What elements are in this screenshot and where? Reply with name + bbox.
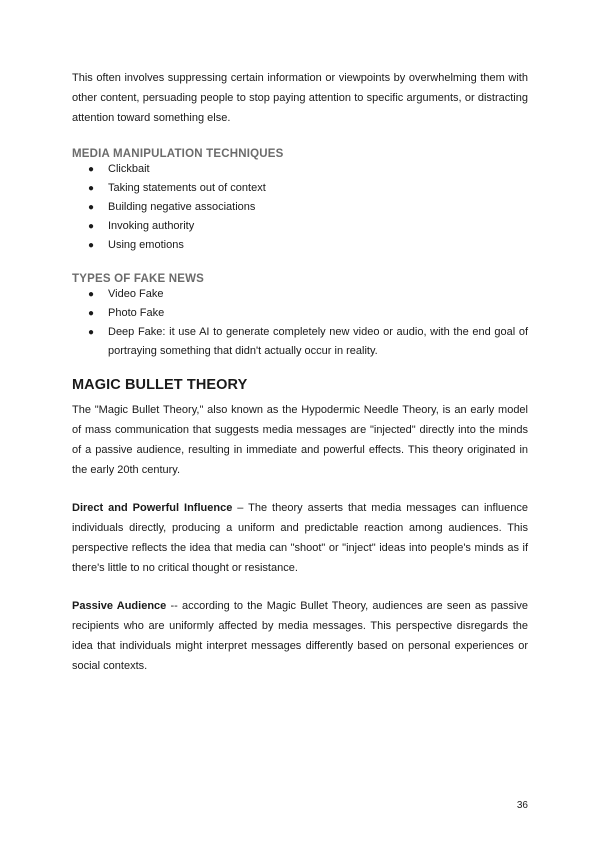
list-item: ● Video Fake bbox=[72, 285, 528, 304]
page-number: 36 bbox=[516, 800, 528, 811]
magic-bullet-heading: MAGIC BULLET THEORY bbox=[72, 377, 248, 393]
fake-news-heading: TYPES OF FAKE NEWS bbox=[72, 273, 205, 285]
techniques-heading: MEDIA MANIPULATION TECHNIQUES bbox=[72, 148, 284, 160]
document-page bbox=[72, 68, 528, 676]
list-item: ● Taking statements out of context bbox=[72, 179, 528, 198]
list-item: ● Invoking authority bbox=[72, 217, 528, 236]
magic-bullet-paragraph: The "Magic Bullet Theory," also known as the Hypodermic Needle Theory, is an early model of mass communication that suggests media messages are "injected" directly into the minds of a passive audience, resulting in immediate and powerful effects. This theory originated in the early 20th century. bbox=[72, 404, 528, 476]
list-item: ● Using emotions bbox=[72, 236, 528, 255]
intro-paragraph: This often involves suppressing certain information or viewpoints by overwhelming them with other content, persuading people to stop paying attention to specific arguments, or distracting attention toward something else. bbox=[72, 72, 528, 124]
passive-audience-paragraph bbox=[72, 596, 528, 676]
bullet-icon: ● bbox=[88, 183, 95, 194]
bullet-icon: ● bbox=[88, 164, 95, 175]
direct-influence-lead: Direct and Powerful Influence bbox=[72, 502, 233, 514]
list-item: ● Photo Fake bbox=[72, 304, 528, 323]
bullet-icon: ● bbox=[88, 240, 95, 251]
bullet-icon: ● bbox=[88, 221, 95, 232]
bullet-icon: ● bbox=[88, 202, 95, 213]
techniques-list bbox=[72, 160, 528, 255]
list-item: ● Clickbait bbox=[72, 160, 528, 179]
list-item: ● Deep Fake: it use AI to generate completely new video or audio, with the end goal of portraying something that didn't actually occur in reality. bbox=[72, 323, 528, 361]
bullet-icon: ● bbox=[88, 308, 95, 319]
passive-audience-text: -- according to the Magic Bullet Theory, audiences are seen as passive recipients who are uniformly affected by media messages. This perspective disregards the idea that individuals might interpret messages differently based on personal experiences or social contexts. bbox=[72, 600, 528, 672]
list-item: ● Building negative associations bbox=[72, 198, 528, 217]
direct-influence-text: – The theory asserts that media messages can influence individuals directly, producing a uniform and predictable reaction among audiences. This perspective reflects the idea that media can "shoot" or "inject" ideas into people's minds as if there's little to no critical thought or resistance. bbox=[72, 502, 528, 574]
bullet-icon: ● bbox=[88, 327, 95, 338]
fake-news-list bbox=[72, 285, 528, 361]
direct-influence-paragraph bbox=[72, 498, 528, 578]
bullet-icon: ● bbox=[88, 289, 95, 300]
passive-audience-lead: Passive Audience bbox=[72, 600, 167, 612]
